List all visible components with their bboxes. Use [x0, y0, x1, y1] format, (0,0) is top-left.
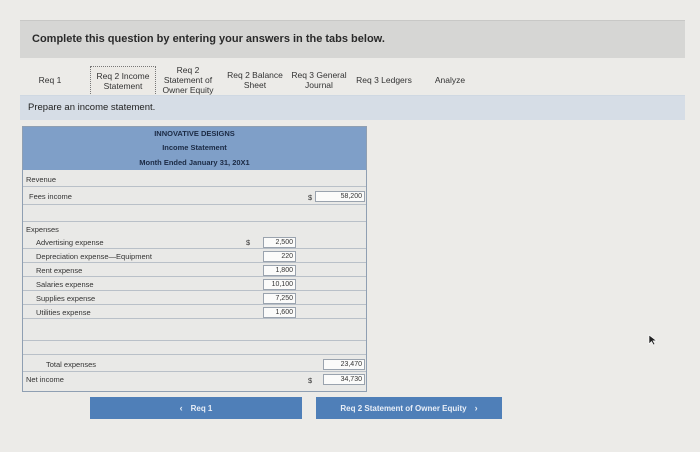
- expense-row-amount[interactable]: 220: [263, 251, 296, 262]
- net-income-dollar-sign: $: [308, 376, 313, 385]
- expense-dollar-sign: $: [246, 238, 251, 247]
- previous-requirement-button[interactable]: [90, 397, 302, 419]
- total-expenses-label[interactable]: Total expenses: [46, 360, 97, 369]
- task-instruction: Prepare an income statement.: [20, 96, 685, 120]
- expenses-label: Expenses: [26, 225, 59, 234]
- next-button-label: Req 2 Statement of Owner Equity: [340, 403, 467, 413]
- expense-row-amount[interactable]: 10,100: [263, 279, 296, 290]
- fees-income-label[interactable]: Fees income: [29, 192, 72, 201]
- mouse-cursor-icon: [648, 334, 658, 346]
- tab-req-2-statement-of-owner-equity[interactable]: Req 2 Statement of Owner Equity: [162, 65, 214, 95]
- net-income-label[interactable]: Net income: [26, 375, 64, 384]
- net-income-amount[interactable]: 34,730: [323, 374, 365, 385]
- expense-row-label[interactable]: Supplies expense: [36, 294, 96, 303]
- income-statement-table: [22, 126, 367, 392]
- tab-analyze[interactable]: Analyze: [434, 75, 466, 85]
- expense-row-label[interactable]: Utilities expense: [36, 308, 91, 317]
- statement-title: Income Statement: [23, 141, 366, 155]
- next-requirement-button[interactable]: [316, 397, 502, 419]
- expense-row-label[interactable]: Rent expense: [36, 266, 83, 275]
- requirement-tabs: [20, 60, 680, 100]
- expense-row-amount[interactable]: 1,800: [263, 265, 296, 276]
- previous-button-label: Req 1: [190, 403, 213, 413]
- expense-row-label[interactable]: Depreciation expense—Equipment: [36, 252, 152, 261]
- chevron-right-icon: ›: [474, 403, 478, 413]
- tab-req-3-general-journal[interactable]: Req 3 General Journal: [291, 70, 347, 90]
- chevron-left-icon: ‹: [179, 403, 183, 413]
- expense-row-amount[interactable]: 7,250: [263, 293, 296, 304]
- expense-row-label[interactable]: Salaries expense: [36, 280, 94, 289]
- total-expenses-amount[interactable]: 23,470: [323, 359, 365, 370]
- company-name: INNOVATIVE DESIGNS: [23, 127, 366, 141]
- fees-income-amount[interactable]: 58,200: [315, 191, 365, 202]
- tab-req-2-income-statement[interactable]: Req 2 Income Statement: [90, 66, 156, 96]
- revenue-label: Revenue: [26, 175, 57, 184]
- instructions-banner: Complete this question by entering your answers in the tabs below.: [20, 20, 685, 58]
- statement-period: Month Ended January 31, 20X1: [23, 155, 366, 170]
- tab-req-3-ledgers[interactable]: Req 3 Ledgers: [356, 75, 412, 85]
- expense-row-amount[interactable]: 1,600: [263, 307, 296, 318]
- tab-req-1[interactable]: Req 1: [38, 75, 62, 85]
- tab-req-2-balance-sheet[interactable]: Req 2 Balance Sheet: [227, 70, 283, 90]
- fees-dollar-sign: $: [308, 193, 313, 202]
- expense-row-amount[interactable]: 2,500: [263, 237, 296, 248]
- expense-row-label[interactable]: Advertising expense: [36, 238, 104, 247]
